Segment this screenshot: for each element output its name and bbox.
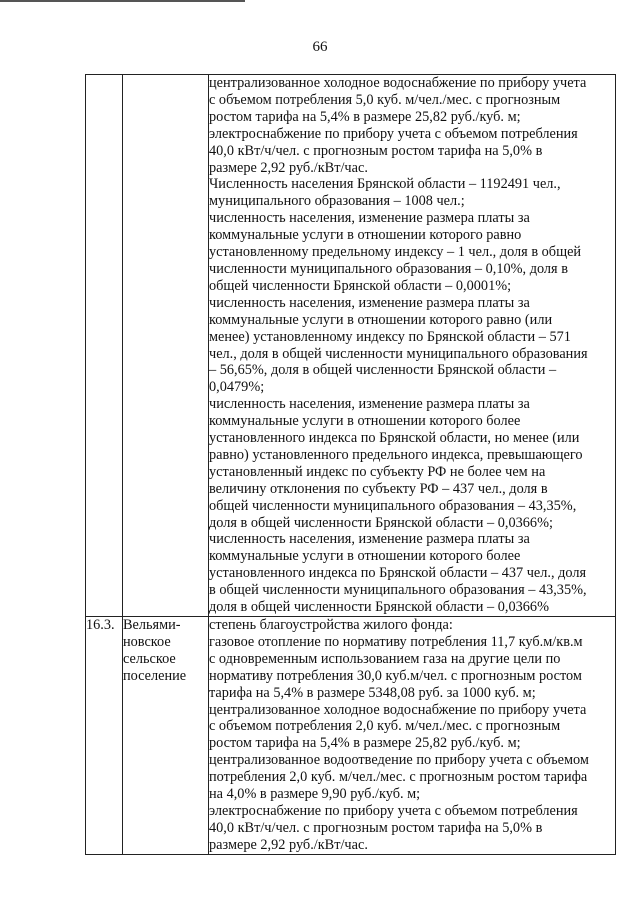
text-line: установленному предельному индексу – 1 чел., доля в общей xyxy=(209,244,582,261)
text-line: установленного индекса по Брянской области – 437 чел., доля xyxy=(209,565,587,582)
text-line: численности муниципального образования – 0,10%, доля в xyxy=(209,260,568,277)
top-rule xyxy=(0,0,245,2)
text-line: коммунальные услуги в отношении которого равно (или xyxy=(209,311,553,328)
text-line: на 4,0% в размере 9,90 руб./куб. м; xyxy=(209,786,421,803)
text-line: муниципального образования – 1008 чел.; xyxy=(209,193,465,210)
text-line: менее) установленному индексу по Брянской области – 571 xyxy=(209,328,571,345)
text-line: в общей численности муниципального образования – 43,35%, xyxy=(209,582,587,599)
municipality-name-line: Вельями- xyxy=(123,617,181,633)
text-line: установленного индекса по Брянской области, но менее (или xyxy=(209,430,580,447)
text-line: доля в общей численности Брянской области – 0,0366% xyxy=(209,599,549,616)
text-line: 0,0479%; xyxy=(209,379,265,396)
text-line: размере 2,92 руб./кВт/час. xyxy=(209,836,368,853)
row-number-cell: 16.3. xyxy=(86,617,123,855)
text-line: централизованное водоотведение по прибору учета с объемом xyxy=(209,752,589,769)
text-line: электроснабжение по прибору учета с объемом потребления xyxy=(209,125,578,142)
municipality-name-cell xyxy=(123,75,209,617)
text-line: централизованное холодное водоснабжение по прибору учета xyxy=(209,701,587,718)
text-line: установленный индекс по субъекту РФ не более чем на xyxy=(209,463,546,480)
text-line: равно) установленного предельного индекса, превышающего xyxy=(209,446,583,463)
text-line: коммунальные услуги в отношении которого равно xyxy=(209,227,522,244)
municipality-name-line: новское xyxy=(123,633,171,650)
text-line: газовое отопление по нормативу потребления 11,7 куб.м/кв.м xyxy=(209,633,583,650)
text-line: потребления 2,0 куб. м/чел./мес. с прогнозным ростом тарифа xyxy=(209,769,588,786)
text-line: численность населения, изменение размера платы за xyxy=(209,294,530,311)
text-line: 40,0 кВт/ч/чел. с прогнозным ростом тарифа на 5,0% в xyxy=(209,819,543,836)
tariff-table xyxy=(85,74,616,855)
text-line: численность населения, изменение размера платы за xyxy=(209,531,530,548)
table-row xyxy=(86,617,616,855)
text-line: чел., доля в общей численности муниципального образования xyxy=(209,345,588,362)
municipality-name-cell xyxy=(123,617,209,855)
text-line: электроснабжение по прибору учета с объемом потребления xyxy=(209,802,578,819)
text-line: общей численности муниципального образования – 43,35%, xyxy=(209,497,577,514)
text-line: доля в общей численности Брянской области – 0,0366%; xyxy=(209,514,553,531)
row-number-cell xyxy=(86,75,123,617)
municipality-name-line: поселение xyxy=(123,667,187,684)
row-description-cell xyxy=(209,617,616,855)
text-line: коммунальные услуги в отношении которого более xyxy=(209,548,521,565)
text-line: величину отклонения по субъекту РФ – 437 чел., доля в xyxy=(209,480,548,497)
page-number: 66 xyxy=(312,39,328,55)
table-row xyxy=(86,75,616,617)
text-line: – 56,65%, доля в общей численности Брянской области – xyxy=(209,362,557,379)
row-description-cell xyxy=(209,75,616,617)
text-line: ростом тарифа на 5,4% в размере 25,82 руб./куб. м; xyxy=(209,108,521,125)
text-line: Численность населения Брянской области – 1192491 чел., xyxy=(209,176,561,193)
text-line: с объемом потребления 5,0 куб. м/чел./мес. с прогнозным xyxy=(209,91,561,108)
text-line: 40,0 кВт/ч/чел. с прогнозным ростом тарифа на 5,0% в xyxy=(209,142,543,159)
text-line: с одновременным использованием газа на другие цели по xyxy=(209,650,561,667)
text-line: общей численности Брянской области – 0,0001%; xyxy=(209,277,512,294)
text-line: нормативу потребления 30,0 куб.м/чел. с прогнозным ростом xyxy=(209,667,582,684)
text-line: степень благоустройства жилого фонда: xyxy=(209,617,453,633)
text-line: тарифа на 5,4% в размере 5348,08 руб. за 1000 куб. м; xyxy=(209,684,536,701)
text-line: с объемом потребления 2,0 куб. м/чел./мес. с прогнозным xyxy=(209,718,561,735)
text-line: численность населения, изменение размера платы за xyxy=(209,396,530,413)
text-line: коммунальные услуги в отношении которого более xyxy=(209,413,521,430)
text-line: ростом тарифа на 5,4% в размере 25,82 руб./куб. м; xyxy=(209,735,521,752)
text-line: численность населения, изменение размера платы за xyxy=(209,210,530,227)
text-line: централизованное холодное водоснабжение по прибору учета xyxy=(209,75,587,91)
municipality-name-line: сельское xyxy=(123,650,176,667)
text-line: размере 2,92 руб./кВт/час. xyxy=(209,159,368,176)
